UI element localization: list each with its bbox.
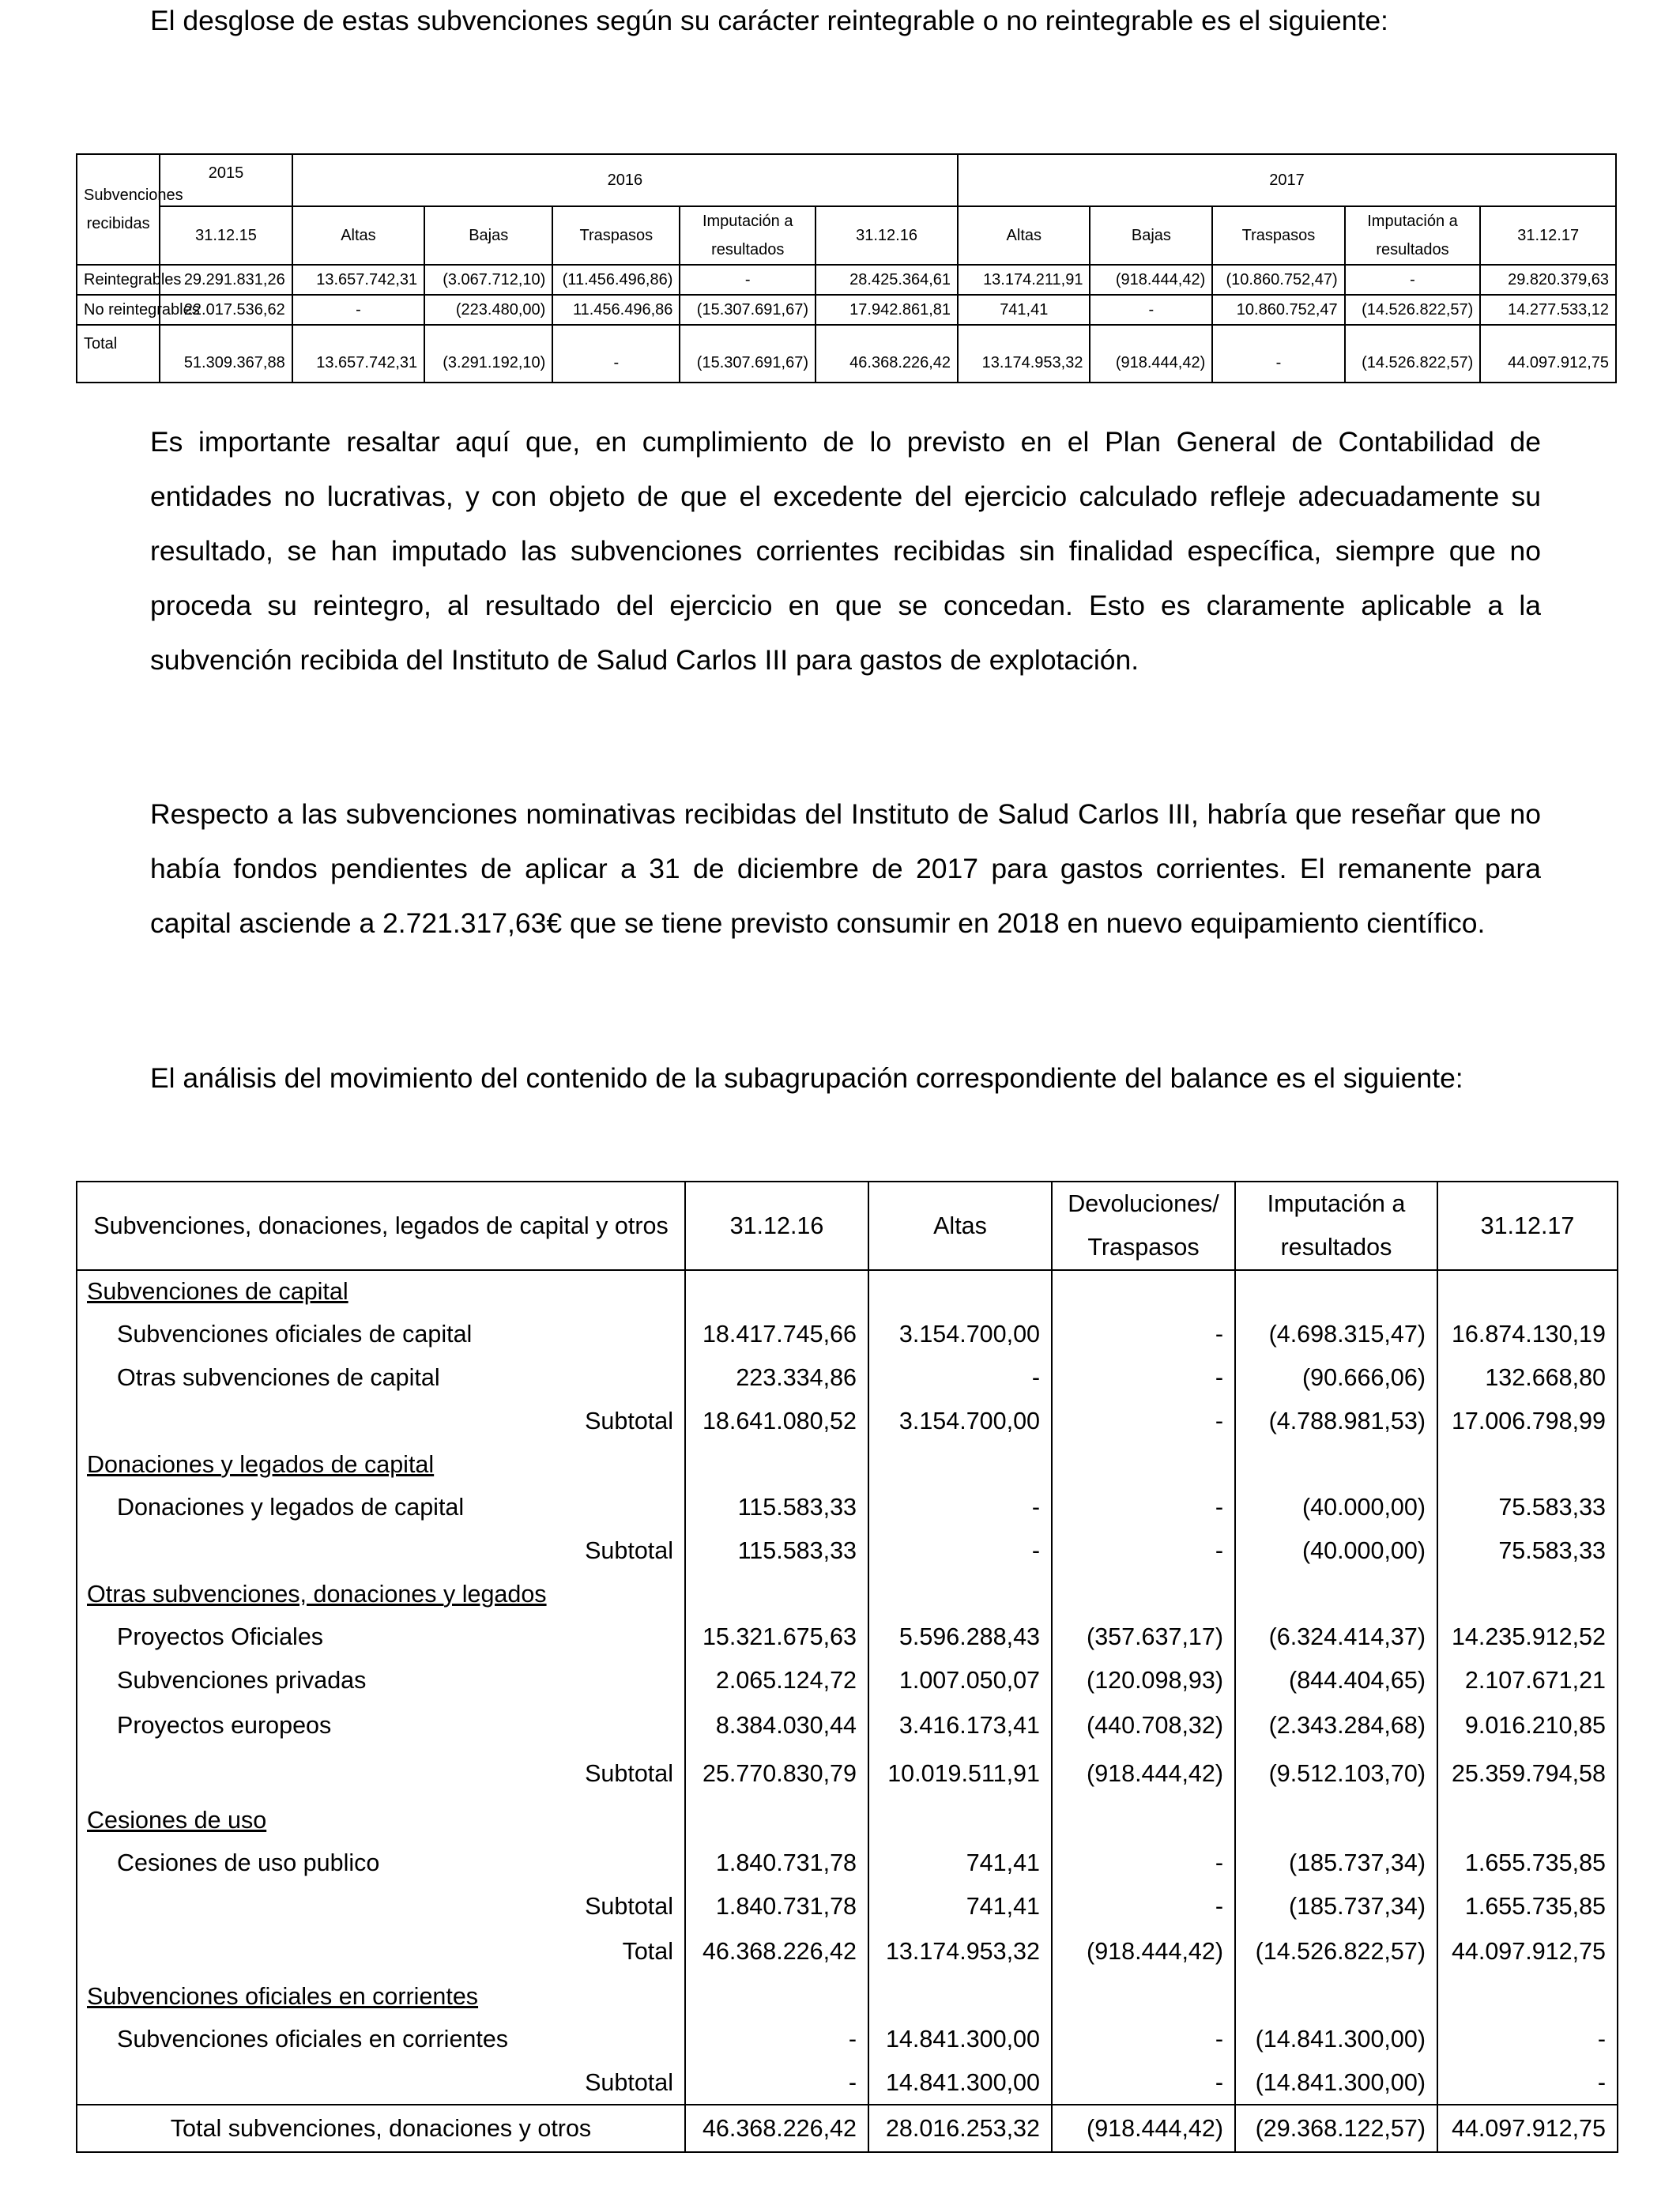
value-cell [868,1270,1052,1313]
value-cell: 75.583,33 [1437,1486,1618,1529]
value-cell: - [1052,1486,1235,1529]
value-cell: 115.583,33 [685,1486,868,1529]
value-cell: - [1052,1313,1235,1356]
table-row [77,265,1616,295]
value-cell: 25.770.830,79 [685,1749,868,1799]
t1-col-header: Traspasos [1212,206,1344,265]
value-cell: 25.359.794,58 [1437,1749,1618,1799]
subsidies-reimbursable-table [76,153,1617,383]
t1-cell: 10.860.752,47 [1212,295,1344,325]
value-cell: 14.841.300,00 [868,2018,1052,2061]
t1-year-header: 2015 [160,154,292,206]
value-cell [1052,1270,1235,1313]
value-cell: 1.655.735,85 [1437,1885,1618,1928]
t1-cell: 46.368.226,42 [816,325,958,383]
value-cell: 741,41 [868,1842,1052,1885]
value-cell: - [1052,1356,1235,1400]
value-cell: - [1052,2018,1235,2061]
value-cell: (40.000,00) [1235,1529,1437,1573]
section-title: Donaciones y legados de capital [77,1443,685,1486]
row-label: Subvenciones oficiales en corrientes [77,2018,685,2061]
t1-cell: - [1345,265,1481,295]
t1-cell: (15.307.691,67) [680,325,816,383]
value-cell: (9.512.103,70) [1235,1749,1437,1799]
value-cell: 13.174.953,32 [868,1928,1052,1975]
value-cell: - [685,2061,868,2105]
subtotal-row [77,1400,1618,1443]
value-cell: - [868,1356,1052,1400]
row-label: Subvenciones privadas [77,1659,685,1702]
t2-body [77,1270,1618,2152]
t2-col-header: Subvenciones, donaciones, legados de capital y otros [77,1182,685,1270]
value-cell [685,1975,868,2018]
t1-cell: 14.277.533,12 [1480,295,1616,325]
value-cell [685,1799,868,1842]
value-cell: - [1052,1400,1235,1443]
t2-col-header: Devoluciones/ Traspasos [1052,1182,1235,1270]
row-label: Donaciones y legados de capital [77,1486,685,1529]
t1-cell: - [292,295,424,325]
t1-cell: 29.820.379,63 [1480,265,1616,295]
value-cell [1437,1443,1618,1486]
t1-row-label: No reintegrables [77,295,160,325]
row-label: Proyectos europeos [77,1702,685,1749]
t1-col-header: Altas [292,206,424,265]
value-cell: 3.154.700,00 [868,1313,1052,1356]
value-cell: 75.583,33 [1437,1529,1618,1573]
value-cell: (918.444,42) [1052,1928,1235,1975]
value-cell: (14.841.300,00) [1235,2061,1437,2105]
t1-cell: (14.526.822,57) [1345,295,1481,325]
value-cell: (918.444,42) [1052,2105,1235,2152]
section-title: Otras subvenciones, donaciones y legados [77,1573,685,1615]
value-cell: 9.016.210,85 [1437,1702,1618,1749]
value-cell: 44.097.912,75 [1437,2105,1618,2152]
value-cell: 14.235.912,52 [1437,1615,1618,1659]
t1-cell: (223.480,00) [424,295,552,325]
value-cell [868,1975,1052,2018]
table-row [77,2018,1618,2061]
t1-cell: 17.942.861,81 [816,295,958,325]
t2-col-header: Altas [868,1182,1052,1270]
t1-year-header: 2017 [958,154,1616,206]
value-cell [1235,1799,1437,1842]
intro-paragraph: El desglose de estas subvenciones según su carácter reintegrable o no reintegrable es el siguiente: [150,5,1388,36]
value-cell: - [1052,1529,1235,1573]
value-cell: 1.840.731,78 [685,1885,868,1928]
row-label: Proyectos Oficiales [77,1615,685,1659]
value-cell: - [868,1529,1052,1573]
value-cell: (357.637,17) [1052,1615,1235,1659]
row-label: Subtotal [77,1749,685,1799]
value-cell: (4.788.981,53) [1235,1400,1437,1443]
value-cell: 223.334,86 [685,1356,868,1400]
value-cell: 44.097.912,75 [1437,1928,1618,1975]
t1-cell: (918.444,42) [1090,265,1212,295]
row-label: Subvenciones oficiales de capital [77,1313,685,1356]
t1-cell: - [680,265,816,295]
capital-subsidies-movement-table [76,1181,1618,2153]
t1-col-header: Imputación a resultados [680,206,816,265]
value-cell: 46.368.226,42 [685,1928,868,1975]
t1-cell: 51.309.367,88 [160,325,292,383]
table-row [77,1313,1618,1356]
value-cell [868,1573,1052,1615]
value-cell: (185.737,34) [1235,1842,1437,1885]
section-row [77,1975,1618,2018]
value-cell: (2.343.284,68) [1235,1702,1437,1749]
value-cell [685,1573,868,1615]
t1-cell: - [1090,295,1212,325]
t1-cell: (11.456.496,86) [552,265,680,295]
value-cell: (4.698.315,47) [1235,1313,1437,1356]
row-label: Total [77,1928,685,1975]
t1-cell: 44.097.912,75 [1480,325,1616,383]
t1-col-header: Imputación a resultados [1345,206,1481,265]
t1-cell: 11.456.496,86 [552,295,680,325]
row-label: Otras subvenciones de capital [77,1356,685,1400]
value-cell: (29.368.122,57) [1235,2105,1437,2152]
row-label: Subtotal [77,1400,685,1443]
t1-cell: (10.860.752,47) [1212,265,1344,295]
value-cell: 2.107.671,21 [1437,1659,1618,1702]
value-cell: 16.874.130,19 [1437,1313,1618,1356]
analysis-paragraph: El análisis del movimiento del contenido de la subagrupación correspondiente del balance es el siguiente: [150,1062,1463,1094]
t1-cell: 13.174.211,91 [958,265,1090,295]
value-cell: 17.006.798,99 [1437,1400,1618,1443]
section-row [77,1799,1618,1842]
value-cell: (918.444,42) [1052,1749,1235,1799]
value-cell [685,1443,868,1486]
value-cell: (6.324.414,37) [1235,1615,1437,1659]
t1-cell: 13.657.742,31 [292,265,424,295]
subtotal-row [77,1928,1618,1975]
subtotal-row [77,1749,1618,1799]
value-cell: - [1052,1885,1235,1928]
table-row [77,1615,1618,1659]
value-cell: 3.416.173,41 [868,1702,1052,1749]
value-cell [1235,1443,1437,1486]
t1-corner-header: Subvenciones recibidas [77,154,160,265]
value-cell [1437,1573,1618,1615]
section-title: Subvenciones oficiales en corrientes [77,1975,685,2018]
important-paragraph: Es importante resaltar aquí que, en cumplimiento de lo previsto en el Plan General de Contabilidad de entidades no lucrativas, y con objeto de que el excedente del ejercicio calculado refleje adecuadamente su resultado, se han imputado las subvenciones corrientes recibidas sin finalidad específica, siempre que no proceda su reintegro, al resultado del ejercicio en que se concedan. Esto es claramente aplicable a la subvención recibida del Instituto de Salud Carlos III para gastos de explotación. [150,426,1541,676]
subtotal-row [77,1885,1618,1928]
t1-cell: (14.526.822,57) [1345,325,1481,383]
row-label: Subtotal [77,1885,685,1928]
table-row [77,1842,1618,1885]
value-cell: - [685,2018,868,2061]
value-cell: 115.583,33 [685,1529,868,1573]
value-cell: 46.368.226,42 [685,2105,868,2152]
t1-col-header: Bajas [424,206,552,265]
value-cell: 1.840.731,78 [685,1842,868,1885]
value-cell [1235,1573,1437,1615]
table-row [77,1486,1618,1529]
value-cell: 3.154.700,00 [868,1400,1052,1443]
row-label: Subtotal [77,1529,685,1573]
table-row [77,295,1616,325]
value-cell [1235,1975,1437,2018]
value-cell: - [868,1486,1052,1529]
value-cell: - [1052,1842,1235,1885]
value-cell: (844.404,65) [1235,1659,1437,1702]
t1-cell: 28.425.364,61 [816,265,958,295]
value-cell [1437,1975,1618,2018]
t1-cell: (3.291.192,10) [424,325,552,383]
t1-cell: (3.067.712,10) [424,265,552,295]
value-cell: 18.417.745,66 [685,1313,868,1356]
t1-row-label: Reintegrables [77,265,160,295]
t1-cell: 13.174.953,32 [958,325,1090,383]
value-cell: 14.841.300,00 [868,2061,1052,2105]
row-label: Cesiones de uso publico [77,1842,685,1885]
t1-cell: (918.444,42) [1090,325,1212,383]
section-title: Subvenciones de capital [77,1270,685,1313]
t1-col-header: 31.12.15 [160,206,292,265]
nominative-subsidies-paragraph: Respecto a las subvenciones nominativas recibidas del Instituto de Salud Carlos III, habría que reseñar que no había fondos pendientes de aplicar a 31 de diciembre de 2017 para gastos corrientes. El remanente para capital asciende a 2.721.317,63€ que se tiene previsto consumir en 2018 en nuevo equipamiento científico. [150,798,1541,939]
table-row [77,325,1616,383]
t2-col-header: 31.12.17 [1437,1182,1618,1270]
t1-col-header: Altas [958,206,1090,265]
table-row [77,1356,1618,1400]
value-cell: (40.000,00) [1235,1486,1437,1529]
t1-year-header: 2016 [292,154,958,206]
subtotal-row [77,2061,1618,2105]
t2-col-header: Imputación a resultados [1235,1182,1437,1270]
value-cell [868,1799,1052,1842]
value-cell: 8.384.030,44 [685,1702,868,1749]
value-cell: 5.596.288,43 [868,1615,1052,1659]
t1-col-header: 31.12.17 [1480,206,1616,265]
value-cell: - [1052,2061,1235,2105]
value-cell [1052,1443,1235,1486]
t1-col-header: Traspasos [552,206,680,265]
value-cell: 15.321.675,63 [685,1615,868,1659]
value-cell: (14.526.822,57) [1235,1928,1437,1975]
value-cell: 1.007.050,07 [868,1659,1052,1702]
value-cell: 10.019.511,91 [868,1749,1052,1799]
value-cell [1235,1270,1437,1313]
value-cell: (120.098,93) [1052,1659,1235,1702]
value-cell [1052,1799,1235,1842]
section-row [77,1270,1618,1313]
value-cell: (14.841.300,00) [1235,2018,1437,2061]
t1-cell: 741,41 [958,295,1090,325]
value-cell [1052,1573,1235,1615]
section-row [77,1573,1618,1615]
t1-col-header: Bajas [1090,206,1212,265]
section-row [77,1443,1618,1486]
value-cell: 132.668,80 [1437,1356,1618,1400]
t1-cell: 22.017.536,62 [160,295,292,325]
value-cell: - [1437,2061,1618,2105]
value-cell: (440.708,32) [1052,1702,1235,1749]
value-cell [685,1270,868,1313]
row-label: Subtotal [77,2061,685,2105]
t1-cell: 29.291.831,26 [160,265,292,295]
value-cell: (90.666,06) [1235,1356,1437,1400]
table-row [77,1702,1618,1749]
value-cell: 18.641.080,52 [685,1400,868,1443]
t1-col-header: 31.12.16 [816,206,958,265]
t1-cell: - [552,325,680,383]
section-title: Cesiones de uso [77,1799,685,1842]
value-cell: 28.016.253,32 [868,2105,1052,2152]
table-row [77,1659,1618,1702]
value-cell: 2.065.124,72 [685,1659,868,1702]
value-cell: - [1437,2018,1618,2061]
row-label: Total subvenciones, donaciones y otros [77,2105,685,2152]
value-cell: (185.737,34) [1235,1885,1437,1928]
value-cell: 1.655.735,85 [1437,1842,1618,1885]
subtotal-row [77,1529,1618,1573]
t2-col-header: 31.12.16 [685,1182,868,1270]
value-cell: 741,41 [868,1885,1052,1928]
t1-cell: (15.307.691,67) [680,295,816,325]
t1-cell: - [1212,325,1344,383]
value-cell [868,1443,1052,1486]
value-cell [1437,1799,1618,1842]
t1-cell: 13.657.742,31 [292,325,424,383]
t1-row-label: Total [77,325,160,383]
value-cell [1052,1975,1235,2018]
value-cell [1437,1270,1618,1313]
grand-total-row [77,2105,1618,2152]
